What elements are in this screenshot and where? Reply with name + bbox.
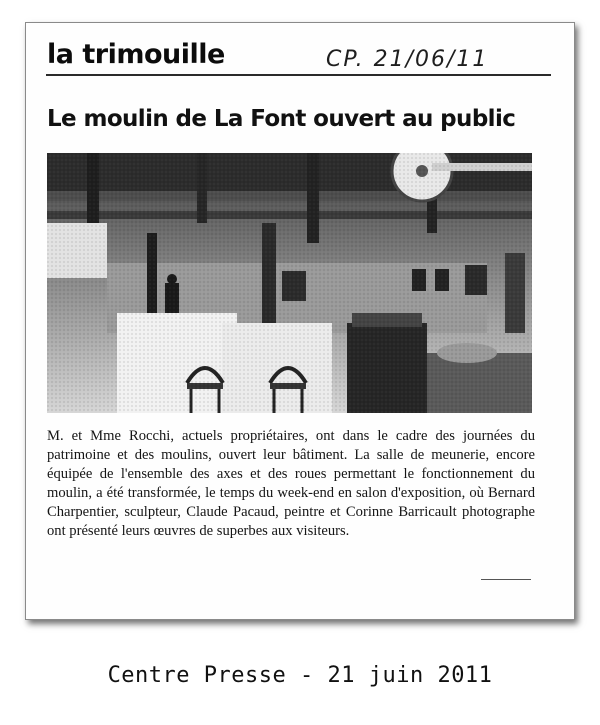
section-title: la trimouille bbox=[47, 39, 225, 70]
section-rule bbox=[46, 74, 551, 76]
clipping-caption: Centre Presse - 21 juin 2011 bbox=[107, 663, 493, 688]
photo-mill-interior-icon bbox=[47, 153, 532, 413]
article-body: M. et Mme Rocchi, actuels propriétaires, ont dans le cadre des journées du patrimoine et des moulins, ouvert leur bâtiment. La salle de meunerie, encore équipée de l'ensemble des axes et des roues permettant le fonctionnement du moulin, a été transformée, le temps du week-end en salon d'exposition, où Bernard Charpentier, sculpteur, Claude Pacaud, peintre et Corinne Barricault photographe ont présenté leurs œuvres de superbes aux visiteurs. bbox=[47, 428, 535, 539]
newspaper-clipping bbox=[25, 22, 575, 620]
handwritten-note: CP. 21/06/11 bbox=[326, 47, 489, 72]
article-photo bbox=[47, 153, 532, 413]
end-rule bbox=[481, 579, 531, 580]
article-headline: Le moulin de La Font ouvert au public bbox=[47, 106, 516, 132]
